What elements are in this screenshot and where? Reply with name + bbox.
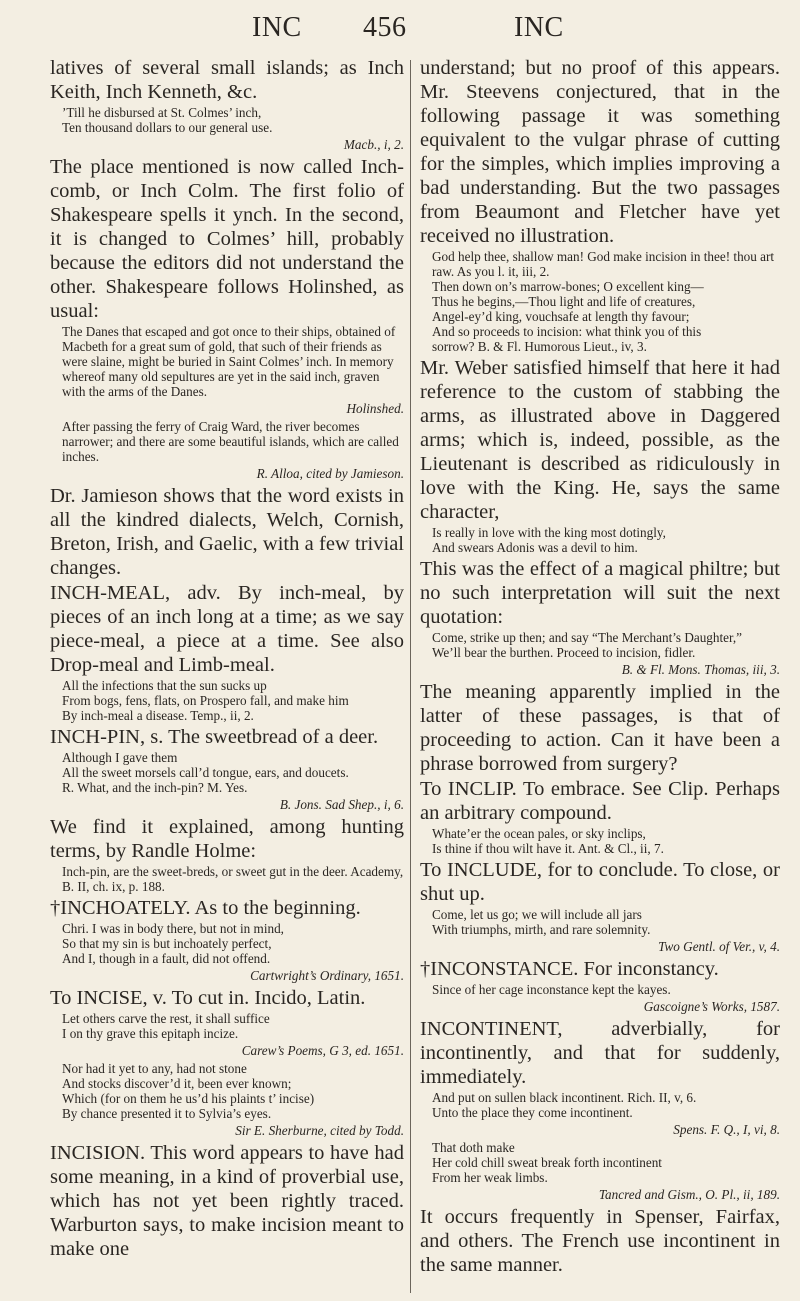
quotation-line: So that my sin is but inchoately perfect,	[62, 936, 272, 951]
quotation-line: After passing the ferry of Craig Ward, the river becomes narrower; and there are some beautiful islands, which are called inches.	[62, 419, 399, 464]
citation: Tancred and Gism., O. Pl., ii, 189.	[598, 1187, 780, 1202]
paragraph: To INCLIP. To embrace. See Clip. Perhaps an arbitrary compound.	[420, 778, 780, 824]
quotation-line: That doth make	[432, 1140, 515, 1155]
quotation-line: By chance presented it to Sylvia’s eyes.	[62, 1106, 272, 1121]
quotation-line: Which (for on them he us’d his plaints t’ incise)	[62, 1091, 315, 1106]
citation: Spens. F. Q., I, vi, 8.	[673, 1122, 780, 1137]
quotation-line: And so proceeds to incision: what think you of this	[432, 324, 702, 339]
paragraph: Dr. Jamieson shows that the word exists in all the kindred dialects, Welch, Cornish, Breton, Irish, and Gaelic, with a few trivial changes.	[50, 485, 404, 579]
header-left-word: INC	[252, 12, 302, 43]
paragraph: To INCLUDE, for to conclude. To close, or shut up.	[420, 859, 780, 905]
paragraph: The place mentioned is now called Inch-comb, or Inch Colm. The first folio of Shakespeare spells it ynch. In the second, it is changed to Colmes’ hill, probably because the editors did not understand the other. Shakespeare follows Holinshed, as usual:	[50, 156, 404, 322]
quotation-line: Whate’er the ocean pales, or sky inclips,	[432, 826, 646, 841]
quotation-line: Let others carve the rest, it shall suffice	[62, 1011, 270, 1026]
quotation	[62, 324, 404, 399]
quotation-line: Is really in love with the king most dotingly,	[432, 525, 666, 540]
citation: Gascoigne’s Works, 1587.	[643, 999, 780, 1014]
citation: Two Gentl. of Ver., v, 4.	[658, 939, 780, 954]
quotation-line: And put on sullen black incontinent. Rich. II, v, 6.	[432, 1090, 697, 1105]
quotation-line: Come, let us go; we will include all jars	[432, 907, 642, 922]
quotation-line: All the infections that the sun sucks up	[62, 678, 267, 693]
quotation-line: And swears Adonis was a devil to him.	[432, 540, 638, 555]
quotation-line: All the sweet morsels call’d tongue, ears, and doucets.	[62, 765, 349, 780]
paragraph: latives of several small islands; as Inch Keith, Inch Kenneth, &c.	[50, 57, 404, 103]
quotation	[432, 1140, 780, 1185]
quotation-line: Chri. I was in body there, but not in mind,	[62, 921, 284, 936]
quotation	[432, 630, 780, 660]
quotation-line: Inch-pin, are the sweet-breds, or sweet gut in the deer. Academy, B. II, ch. ix, p. 188.	[62, 864, 404, 894]
quotation-line: Angel-ey’d king, vouchsafe at length thy favour;	[432, 309, 690, 324]
quotation-line: The Danes that escaped and got once to their ships, obtained of Macbeth for a great sum of gold, that such of their friends as were slaine, might be buried in Saint Colmes’ inch. In memory whereof many old sepultures are yet in the said inch, graven with the arms of the Danes.	[62, 324, 396, 399]
paragraph: Mr. Weber satisfied himself that here it had reference to the custom of stabbing the arms, as illustrated above in Daggered arms; which is, indeed, possible, as the Lieutenant is described as ridiculously in love with the King. He, says the same character,	[420, 357, 780, 523]
paragraph: INCISION. This word appears to have had some meaning, in a kind of proverbial use, which has not yet been rightly traced. Warburton says, to make incision meant to make one	[50, 1142, 404, 1260]
quotation	[62, 419, 404, 464]
quotation-line: And I, though in a fault, did not offend.	[62, 951, 271, 966]
left-column	[50, 56, 404, 1295]
quotation-line: Come, strike up then; and say “The Merchant’s Daughter,”	[432, 630, 743, 645]
right-column	[420, 56, 780, 1295]
quotation	[62, 1011, 404, 1041]
quotation	[432, 525, 780, 555]
quotation-line: Ten thousand dollars to our general use.	[62, 120, 273, 135]
quotation-line: We’ll bear the burthen. Proceed to incision, fidler.	[432, 645, 696, 660]
quotation	[62, 921, 404, 966]
paragraph: INCONTINENT, adverbially, for incontinently, and that for suddenly, immediately.	[420, 1018, 780, 1088]
quotation-line: Thus he begins,—Thou light and life of creatures,	[432, 294, 696, 309]
page-number: 456	[363, 12, 407, 43]
quotation	[432, 982, 780, 997]
citation: Cartwright’s Ordinary, 1651.	[250, 968, 404, 983]
quotation	[62, 105, 404, 135]
quotation	[62, 678, 404, 723]
quotation-line: Nor had it yet to any, had not stone	[62, 1061, 247, 1076]
quotation-line: With triumphs, mirth, and rare solemnity.	[432, 922, 651, 937]
quotation	[432, 249, 780, 354]
header-right-word: INC	[514, 12, 564, 43]
quotation-line: By inch-meal a disease. Temp., ii, 2.	[62, 708, 254, 723]
citation: B. & Fl. Mons. Thomas, iii, 3.	[621, 662, 780, 677]
citation: Sir E. Sherburne, cited by Todd.	[235, 1123, 404, 1138]
quotation-line: Although I gave them	[62, 750, 178, 765]
citation: B. Jons. Sad Shep., i, 6.	[279, 797, 404, 812]
quotation-line: And stocks discover’d it, been ever known;	[62, 1076, 292, 1091]
citation: Holinshed.	[346, 401, 404, 416]
paragraph: †INCONSTANCE. For inconstancy.	[420, 958, 719, 980]
citation: Macb., i, 2.	[343, 137, 404, 152]
citation: R. Alloa, cited by Jamieson.	[256, 466, 404, 481]
paragraph: It occurs frequently in Spenser, Fairfax, and others. The French use incontinent in the same manner.	[420, 1206, 780, 1276]
paragraph: To INCISE, v. To cut in. Incido, Latin.	[50, 987, 366, 1009]
quotation-line: From her weak limbs.	[432, 1170, 548, 1185]
paragraph: †INCHOATELY. As to the beginning.	[50, 897, 361, 919]
page-header	[0, 0, 800, 52]
quotation	[432, 826, 780, 856]
quotation	[62, 750, 404, 795]
quotation-line: God help thee, shallow man! God make incision in thee! thou art raw. As you l. it, iii, 2.	[432, 249, 775, 279]
paragraph: INCH-PIN, s. The sweetbread of a deer.	[50, 726, 379, 748]
quotation-line: R. What, and the inch-pin? M. Yes.	[62, 780, 248, 795]
quotation-line: sorrow? B. & Fl. Humorous Lieut., iv, 3.	[432, 339, 647, 354]
quotation-line: Is thine if thou wilt have it. Ant. & Cl., ii, 7.	[432, 841, 664, 856]
quotation	[62, 1061, 404, 1121]
quotation-line: Since of her cage inconstance kept the kayes.	[432, 982, 671, 997]
quotation-line: Then down on’s marrow-bones; O excellent king—	[432, 279, 704, 294]
citation: Carew’s Poems, G 3, ed. 1651.	[241, 1043, 404, 1058]
paragraph: INCH-MEAL, adv. By inch-meal, by pieces of an inch long at a time; as we say piece-meal, a piece at a time. See also Drop-meal and Limb-meal.	[50, 582, 404, 676]
quotation-line: I on thy grave this epitaph incize.	[62, 1026, 239, 1041]
quotation	[432, 1090, 780, 1120]
quotation-line: Unto the place they come incontinent.	[432, 1105, 633, 1120]
paragraph: This was the effect of a magical philtre; but no such interpretation will suit the next quotation:	[420, 558, 780, 628]
paragraph: We find it explained, among hunting terms, by Randle Holme:	[50, 816, 404, 862]
quotation-line: ’Till he disbursed at St. Colmes’ inch,	[62, 105, 262, 120]
quotation-line: Her cold chill sweat break forth incontinent	[432, 1155, 662, 1170]
quotation-line: From bogs, fens, flats, on Prospero fall, and make him	[62, 693, 349, 708]
paragraph: understand; but no proof of this appears. Mr. Steevens conjectured, that in the following passage it was something equivalent to the vulgar phrase of cutting for the simples, which implies improving a bad understanding. But the two passages from Beaumont and Fletcher have yet received no illustration.	[420, 57, 780, 247]
quotation	[62, 864, 404, 894]
quotation	[432, 907, 780, 937]
paragraph: The meaning apparently implied in the latter of these passages, is that of proceeding to action. Can it have been a phrase borrowed from surgery?	[420, 681, 780, 775]
column-divider	[410, 60, 411, 1293]
